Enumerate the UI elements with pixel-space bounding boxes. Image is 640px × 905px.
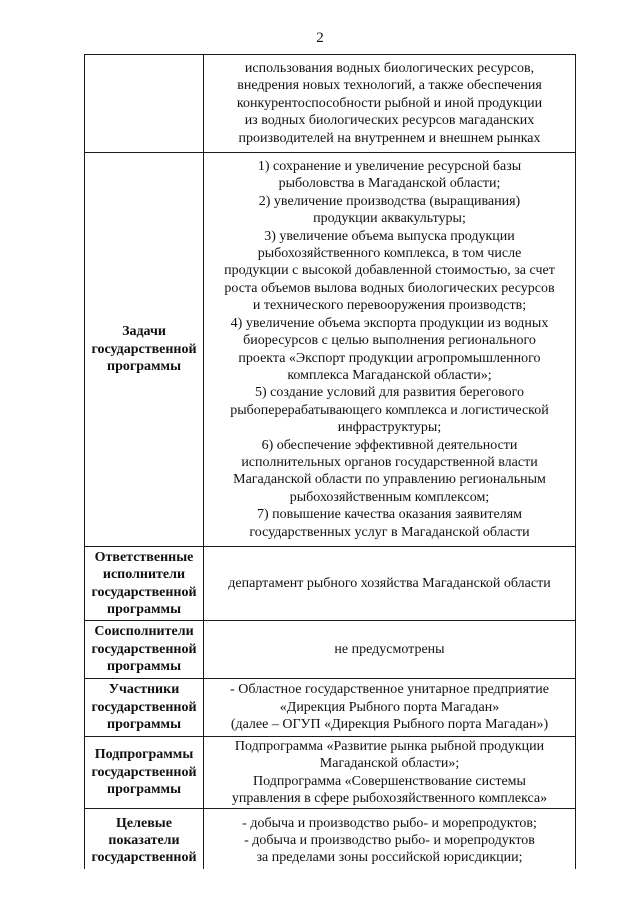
task-text-line: рыболовства в Магаданской области; (278, 176, 501, 192)
responsible-executor-text: департамент рыбного хозяйства Магаданской области (228, 575, 551, 591)
goal-text-line: конкурентоспособности рыбной и иной продукции (236, 95, 543, 111)
goal-text-line: внедрения новых технологий, а также обеспечения (237, 78, 542, 94)
row-label-line: государственной (91, 641, 197, 657)
target-indicators-label-cell (85, 809, 204, 869)
row-label-line: программы (107, 659, 181, 675)
row-label-line: программы (107, 359, 181, 375)
task-text-line: продукции аквакультуры; (313, 211, 466, 227)
table-row-responsible-executors (85, 547, 576, 621)
participant-text-line: (далее – ОГУП «Дирекция Рыбного порта Магадан») (230, 717, 549, 733)
table-row-subprograms (85, 737, 576, 809)
participants-label-cell (85, 679, 204, 737)
task-text-line: рыбохозяйственного комплекса, в том числе (257, 246, 522, 262)
goal-text-line: производителей на внутреннем и внешнем рынках (238, 130, 541, 146)
task-text-line: государственных услуг в Магаданской области (249, 524, 530, 540)
tasks-content-cell (204, 153, 576, 547)
target-indicator-text-line: - добыча и производство рыбо- и морепродуктов; (242, 815, 537, 831)
task-text-line: 3) увеличение объема выпуска продукции (264, 228, 515, 244)
row-label-line: Участники (108, 682, 180, 698)
subprograms-content-cell (204, 737, 576, 809)
subprograms-label-cell (85, 737, 204, 809)
row-label-line: государственной (91, 584, 197, 600)
goal-text-line: использования водных биологических ресурсов, (244, 60, 535, 76)
task-text-line: исполнительных органов государственной власти (241, 454, 538, 470)
row-label-line: показатели (108, 833, 180, 849)
row-label-line: исполнители (102, 567, 186, 583)
table-row-participants (85, 679, 576, 737)
task-text-line: рыбоперерабатывающего комплекса и логистической (230, 402, 549, 418)
task-text-line: проекта «Экспорт продукции агропромышленного (238, 350, 541, 366)
task-text-line: Магаданской области по управлению региональным (233, 472, 546, 488)
row-label-line: Задачи (122, 324, 166, 340)
task-text-line: и технического перевооружения производств; (252, 298, 527, 314)
page-number: 2 (316, 30, 324, 46)
co-executors-text: не предусмотрены (334, 641, 445, 657)
row-label-line: Соисполнители (94, 624, 194, 640)
subprogram-text-line: Магаданской области»; (319, 756, 460, 772)
table-row-co-executors (85, 621, 576, 679)
program-passport-table (84, 54, 576, 869)
co-executors-content-cell (204, 621, 576, 679)
row-label-line: государственной (91, 850, 197, 866)
task-text-line: 2) увеличение производства (выращивания) (258, 193, 521, 209)
row-label-line: Целевые (116, 815, 172, 831)
task-text-line: 5) создание условий для развития берегового (254, 385, 525, 401)
tasks-label-cell (85, 153, 204, 547)
row-label-line: Ответственные (94, 549, 194, 565)
row-label-line: государственной (91, 341, 197, 357)
responsible-executors-content-cell (204, 547, 576, 621)
table-row-goal-continuation (85, 55, 576, 153)
subprogram-text-line: Подпрограмма «Развитие рынка рыбной продукции (234, 738, 545, 754)
row-label-line: программы (107, 601, 181, 617)
responsible-executors-label-cell (85, 547, 204, 621)
task-text-line: роста объемов вылова водных биологических ресурсов (224, 280, 555, 296)
row-label-line: государственной (91, 764, 197, 780)
task-text-line: инфраструктуры; (337, 420, 442, 436)
table-row-target-indicators (85, 809, 576, 869)
row-label-line: государственной (91, 699, 197, 715)
row-label-empty (85, 55, 204, 153)
task-text-line: комплекса Магаданской области»; (287, 367, 492, 383)
participant-text-line: «Дирекция Рыбного порта Магадан» (279, 699, 500, 715)
participants-content-cell (204, 679, 576, 737)
row-label-line: программы (107, 782, 181, 798)
goal-text-line: из водных биологических ресурсов магаданских (244, 113, 535, 129)
task-text-line: 4) увеличение объема экспорта продукции из водных (230, 315, 549, 331)
goal-continuation-cell (204, 55, 576, 153)
task-text-line: 1) сохранение и увеличение ресурсной базы (257, 159, 522, 175)
target-indicators-content-cell (204, 809, 576, 869)
target-indicator-text-line: - добыча и производство рыбо- и морепродуктов (244, 833, 535, 849)
task-text-line: биоресурсов с целью выполнения регионального (243, 333, 536, 349)
task-text-line: рыбохозяйственным комплексом; (289, 489, 490, 505)
participant-text-line: - Областное государственное унитарное предприятие (230, 682, 549, 698)
subprogram-text-line: управления в сфере рыбохозяйственного комплекса» (231, 790, 548, 806)
task-text-line: 7) повышение качества оказания заявителям (256, 507, 523, 523)
co-executors-label-cell (85, 621, 204, 679)
task-text-line: 6) обеспечение эффективной деятельности (261, 437, 518, 453)
subprogram-text-line: Подпрограмма «Совершенствование системы (253, 773, 526, 789)
row-label-line: программы (107, 717, 181, 733)
table-row-tasks (85, 153, 576, 547)
target-indicator-text-line: за пределами зоны российской юрисдикции; (256, 850, 523, 866)
row-label-line: Подпрограммы (94, 747, 194, 763)
task-text-line: продукции с высокой добавленной стоимостью, за счет (224, 263, 555, 279)
